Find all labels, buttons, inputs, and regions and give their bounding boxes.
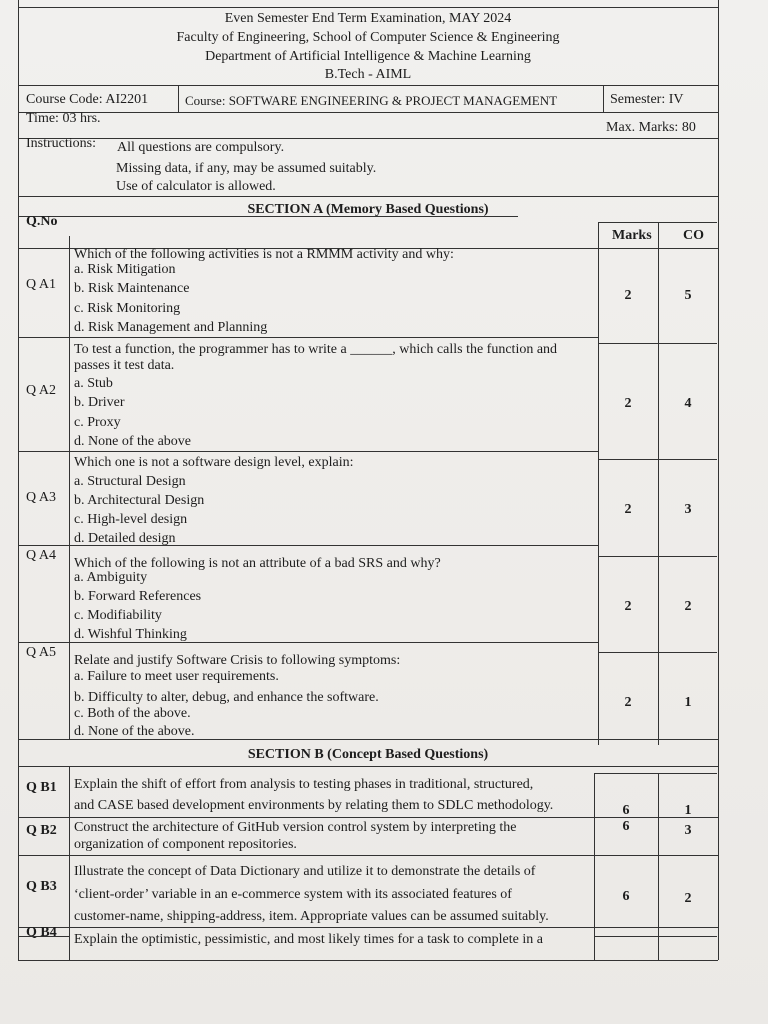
option: d. None of the above — [74, 434, 192, 449]
question-stem: To test a function, the programmer has to write a ______, which calls the function and — [74, 342, 558, 357]
option: b. Difficulty to alter, debug, and enhance the software. — [74, 690, 379, 705]
question-text: and CASE based development environments by relating them to SDLC methodology. — [74, 798, 554, 813]
qno-divider — [69, 236, 70, 739]
rule-bottom — [18, 960, 718, 961]
question-number: Q B4 — [26, 925, 57, 940]
rule-qa4-marks — [598, 652, 717, 653]
question-co: 3 — [684, 502, 692, 517]
faculty-line: Faculty of Engineering, School of Computer Science & Engineering — [176, 30, 560, 45]
col-qno: Q.No — [26, 214, 58, 229]
question-co: 2 — [684, 891, 692, 906]
instruction-1: All questions are compulsory. — [117, 140, 285, 155]
course-divider-1 — [178, 85, 179, 112]
course-code: Course Code: AI2201 — [26, 92, 149, 107]
rule-qa2-marks — [598, 459, 717, 460]
option: c. High-level design — [74, 512, 188, 527]
semester: Semester: IV — [610, 92, 684, 107]
exam-title: Even Semester End Term Examination, MAY 2024 — [224, 11, 512, 26]
option: b. Forward References — [74, 589, 202, 604]
question-marks: 2 — [624, 396, 632, 411]
rule-qb4-marks — [594, 936, 717, 937]
rule-course-bottom — [18, 112, 718, 113]
question-co: 1 — [684, 803, 692, 818]
option: d. None of the above. — [74, 724, 195, 739]
rule-qa3-marks — [598, 556, 717, 557]
question-marks: 2 — [624, 502, 632, 517]
option: c. Proxy — [74, 415, 121, 430]
rule-qa1 — [18, 337, 598, 338]
question-marks: 2 — [624, 599, 632, 614]
question-marks: 6 — [622, 819, 630, 834]
program-line: B.Tech - AIML — [324, 67, 412, 82]
section-b-title: SECTION B (Concept Based Questions) — [247, 747, 489, 762]
question-number: Q A3 — [26, 490, 56, 505]
question-number: Q A1 — [26, 277, 56, 292]
question-co: 1 — [684, 695, 692, 710]
rule-qa2 — [18, 451, 598, 452]
option: a. Structural Design — [74, 474, 186, 489]
question-marks: 2 — [624, 288, 632, 303]
option: a. Failure to meet user requirements. — [74, 669, 279, 684]
course-name: Course: SOFTWARE ENGINEERING & PROJECT MANAGEMENT — [185, 93, 558, 108]
option: c. Risk Monitoring — [74, 301, 181, 316]
rule-section-b-top — [18, 739, 718, 740]
exam-time: Time: 03 hrs. — [26, 111, 101, 126]
rule-qa4 — [18, 642, 598, 643]
rule-marks-head-top — [598, 222, 717, 223]
department-line: Department of Artificial Intelligence & Machine Learning — [205, 49, 531, 64]
question-number: Q A2 — [26, 383, 56, 398]
b-qno-divider — [69, 766, 70, 960]
question-number: Q B2 — [26, 823, 57, 838]
instructions-label: Instructions: — [26, 136, 96, 151]
rule-section-b-title — [18, 766, 718, 767]
option: b. Architectural Design — [74, 493, 205, 508]
question-stem: Which one is not a software design level, explain: — [74, 455, 354, 470]
rule-qa1-marks — [598, 343, 717, 344]
rule-section-a — [18, 216, 518, 217]
question-text: Explain the optimistic, pessimistic, and most likely times for a task to complete in a — [74, 932, 543, 947]
instruction-2: Missing data, if any, may be assumed suitably. — [116, 161, 377, 176]
question-number: Q A5 — [26, 645, 56, 660]
option: c. Both of the above. — [74, 706, 191, 721]
question-co: 5 — [684, 288, 692, 303]
option: d. Detailed design — [74, 531, 176, 546]
option: d. Wishful Thinking — [74, 627, 187, 642]
question-stem: Relate and justify Software Crisis to following symptoms: — [74, 653, 401, 668]
max-marks: Max. Marks: 80 — [606, 120, 696, 135]
rule-qb3 — [18, 927, 718, 928]
question-marks: 2 — [624, 695, 632, 710]
option: d. Risk Management and Planning — [74, 320, 268, 335]
question-stem: Which of the following activities is not a RMMM activity and why: — [74, 247, 454, 262]
question-text: ‘client-order’ variable in an e-commerce system with its associated features of — [74, 887, 512, 902]
rule-qa3 — [18, 545, 598, 546]
top-rule — [18, 7, 718, 8]
question-number: Q A4 — [26, 548, 56, 563]
rule-instructions-bottom — [18, 196, 718, 197]
rule-qb2 — [18, 855, 718, 856]
option: b. Risk Maintenance — [74, 281, 190, 296]
col-marks: Marks — [612, 228, 652, 243]
option: a. Ambiguity — [74, 570, 148, 585]
question-stem-cont: passes it test data. — [74, 358, 175, 373]
option: a. Risk Mitigation — [74, 262, 176, 277]
rule-qb4-qno — [18, 936, 69, 937]
course-divider-2 — [603, 85, 604, 112]
question-number: Q B3 — [26, 879, 57, 894]
instruction-3: Use of calculator is allowed. — [116, 179, 276, 194]
question-text: customer-name, shipping-address, item. Appropriate values can be assumed suitably. — [74, 909, 549, 924]
question-co: 3 — [684, 823, 692, 838]
question-text: Explain the shift of effort from analysis to testing phases in traditional, structured, — [74, 777, 534, 792]
rule-course-top — [18, 85, 718, 86]
question-number: Q B1 — [26, 780, 57, 795]
rule-b-marks-top — [594, 773, 717, 774]
question-text: organization of component repositories. — [74, 837, 297, 852]
question-stem: Which of the following is not an attribute of a bad SRS and why? — [74, 556, 441, 571]
option: b. Driver — [74, 395, 125, 410]
col-co: CO — [683, 228, 704, 243]
question-co: 2 — [684, 599, 692, 614]
option: c. Modifiability — [74, 608, 162, 623]
question-marks: 6 — [622, 889, 630, 904]
question-text: Illustrate the concept of Data Dictionary and utilize it to demonstrate the details of — [74, 864, 536, 879]
section-a-title: SECTION A (Memory Based Questions) — [247, 202, 489, 217]
question-co: 4 — [684, 396, 692, 411]
option: a. Stub — [74, 376, 113, 391]
question-marks: 6 — [622, 803, 630, 818]
question-text: Construct the architecture of GitHub version control system by interpreting the — [74, 820, 517, 835]
